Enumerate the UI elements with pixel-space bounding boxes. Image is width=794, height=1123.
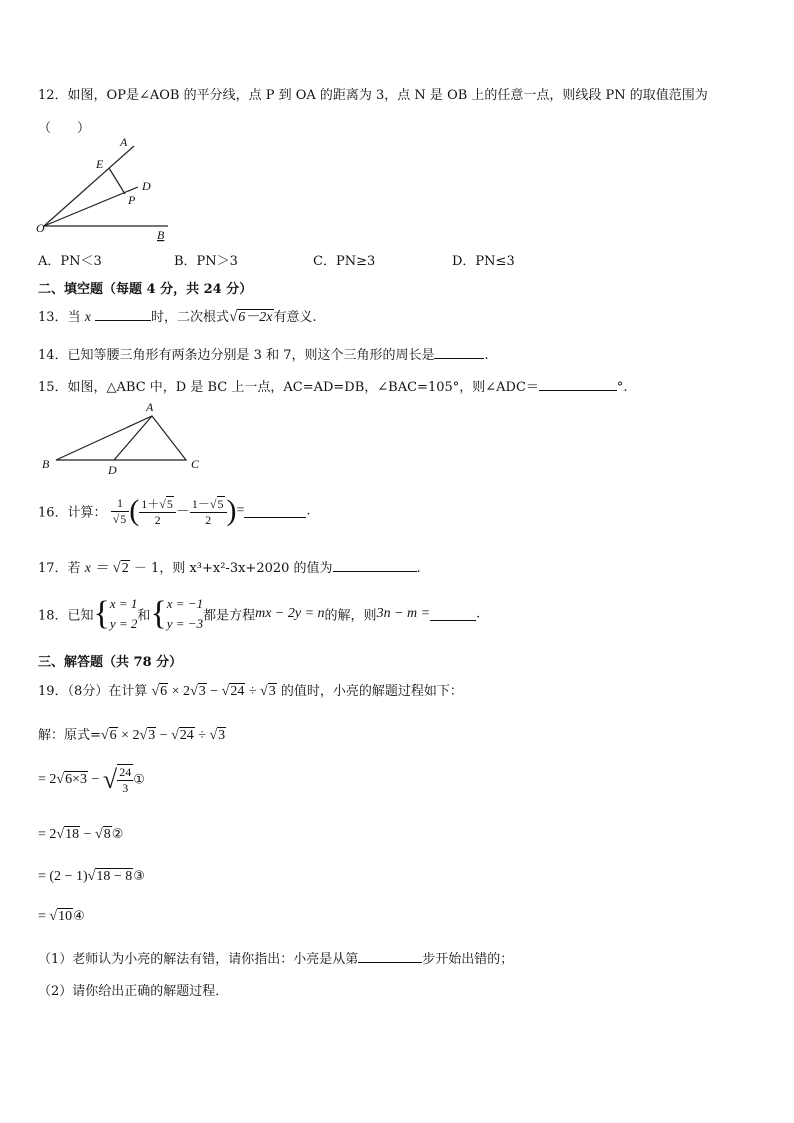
section-3-title: 三、解答题（共 78 分） [38, 655, 183, 670]
q16: 16．计算： $\frac{1}{√5}$ ( $\frac{1+√5}{2}$ － $\frac{1-√5}{2}$ )= . [38, 494, 311, 527]
label-b: B [157, 228, 165, 242]
label-p: P [128, 193, 136, 207]
q19-line-4: = (2 − 1)√18 − 8③ [38, 869, 145, 884]
label-d: D [142, 179, 151, 193]
section-2-title: 二、填空题（每题 4 分，共 24 分） [38, 282, 253, 297]
q18: 18．已知{ x = 1 y = 2 和{ x = −1 y = −3 都是方程mx − 2y = n的解，则3n − m = . [38, 595, 481, 632]
label-a: A [120, 135, 128, 149]
label-e: E [96, 157, 104, 171]
q12-option-c: C．PN≥3 [313, 254, 376, 269]
segment-pe [109, 168, 125, 194]
label-a: A [146, 400, 154, 414]
q19-line-1: 解：原式=√6 × 2√3 − √24 ÷ √3 [38, 728, 226, 743]
label-b: B [42, 457, 50, 471]
q19-line-5: = √10④ [38, 909, 85, 924]
q19-part-1: （1）老师认为小亮的解法有错，请你指出：小亮是从第 步开始出错的； [38, 948, 513, 967]
q12-option-d: D．PN≤3 [452, 254, 515, 269]
q15-figure [36, 398, 206, 476]
q19-stem: 19．（8分）在计算 √6 × 2√3 − √24 ÷ √3 的值时，小亮的解题过程如下： [38, 684, 463, 699]
q19-line-3: = 2√18 − √8② [38, 827, 124, 842]
q19-part-2: （2）请你给出正确的解题过程． [38, 984, 229, 999]
q14: 14．已知等腰三角形有两条边分别是 3 和 7，则这个三角形的周长是 . [38, 344, 489, 363]
q12-stem: 12．如图，OP是∠AOB 的平分线，点 P 到 OA 的距离为 3，点 N 是 OB 上的任意一点，则线段 PN 的取值范围为 [38, 88, 708, 103]
q17: 17．若 x ＝ √2 － 1，则 x³+x²-3x+2020 的值为 . [38, 560, 421, 576]
q12-figure [30, 132, 180, 242]
q12-option-b: B．PN＞3 [174, 254, 238, 269]
q13: 13．当 x 时，二次根式√6－2x有意义. [38, 309, 317, 325]
label-d: D [108, 463, 117, 476]
q15: 15．如图，△ABC 中，D 是 BC 上一点，AC=AD=DB，∠BAC=105°，则∠ADC＝ °. [38, 376, 628, 395]
label-c: C [191, 457, 200, 471]
q12-paren: （ ） [38, 121, 91, 136]
label-o: O [36, 221, 45, 235]
triangle-abc [56, 416, 186, 460]
q12-option-a: A．PN＜3 [38, 254, 102, 269]
segment-ad [114, 416, 152, 460]
q19-line-2: = 2√6×3 − √ $\frac{24}{3}$ ① [38, 765, 145, 795]
